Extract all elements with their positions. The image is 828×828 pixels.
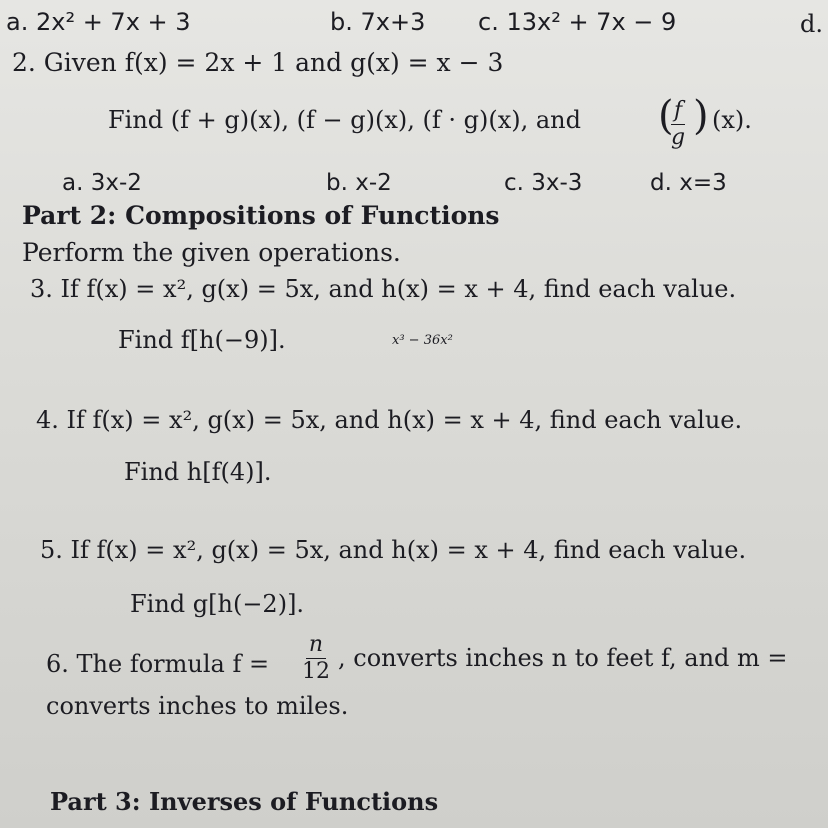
problem-4-statement: 4. If f(x) = x², g(x) = 5x, and h(x) = x + 4, find each value. bbox=[36, 406, 743, 434]
problem-3-statement: 3. If f(x) = x², g(x) = 5x, and h(x) = x + 4, find each value. bbox=[30, 275, 737, 303]
problem-2-find: Find (f + g)(x), (f − g)(x), (f · g)(x), and bbox=[108, 106, 582, 134]
problem-6-prefix: 6. The formula f = bbox=[46, 650, 270, 678]
problem-4-find: Find h[f(4)]. bbox=[124, 458, 272, 486]
choice-a-top: a. 2x² + 7x + 3 bbox=[6, 8, 191, 36]
answer-b: b. x-2 bbox=[326, 170, 392, 196]
problem-6-line2: converts inches to miles. bbox=[46, 692, 349, 720]
problem-2-given: 2. Given f(x) = 2x + 1 and g(x) = x − 3 bbox=[12, 48, 504, 77]
choice-d-top: d. bbox=[800, 10, 823, 38]
f-over-g-fraction bbox=[671, 100, 685, 149]
right-paren: ) bbox=[693, 93, 709, 139]
n-over-12-fraction bbox=[302, 634, 330, 683]
fraction-numerator: f bbox=[671, 100, 685, 125]
problem-2-find-suffix: (x). bbox=[712, 106, 752, 134]
problem-6-suffix: , converts inches n to feet f, and m = bbox=[338, 644, 788, 672]
answer-d: d. x=3 bbox=[650, 170, 727, 196]
answer-a: a. 3x-2 bbox=[62, 170, 142, 196]
choice-b-top: b. 7x+3 bbox=[330, 8, 426, 36]
part-3-title: Part 3: Inverses of Functions bbox=[50, 787, 439, 816]
part-2-instruction: Perform the given operations. bbox=[22, 238, 401, 267]
problem-3-find: Find f[h(−9)]. bbox=[118, 326, 286, 354]
handwritten-answer: x³ − 36x² bbox=[392, 333, 453, 348]
part-2-title: Part 2: Compositions of Functions bbox=[22, 201, 500, 230]
fraction-denominator: 12 bbox=[302, 659, 330, 684]
answer-c: c. 3x-3 bbox=[504, 170, 583, 196]
left-paren: ( bbox=[658, 93, 674, 139]
fraction-numerator: n bbox=[306, 634, 326, 659]
fraction-denominator: g bbox=[671, 125, 686, 150]
choice-c-top: c. 13x² + 7x − 9 bbox=[478, 8, 677, 36]
problem-5-find: Find g[h(−2)]. bbox=[130, 590, 305, 618]
problem-5-statement: 5. If f(x) = x², g(x) = 5x, and h(x) = x + 4, find each value. bbox=[40, 536, 747, 564]
